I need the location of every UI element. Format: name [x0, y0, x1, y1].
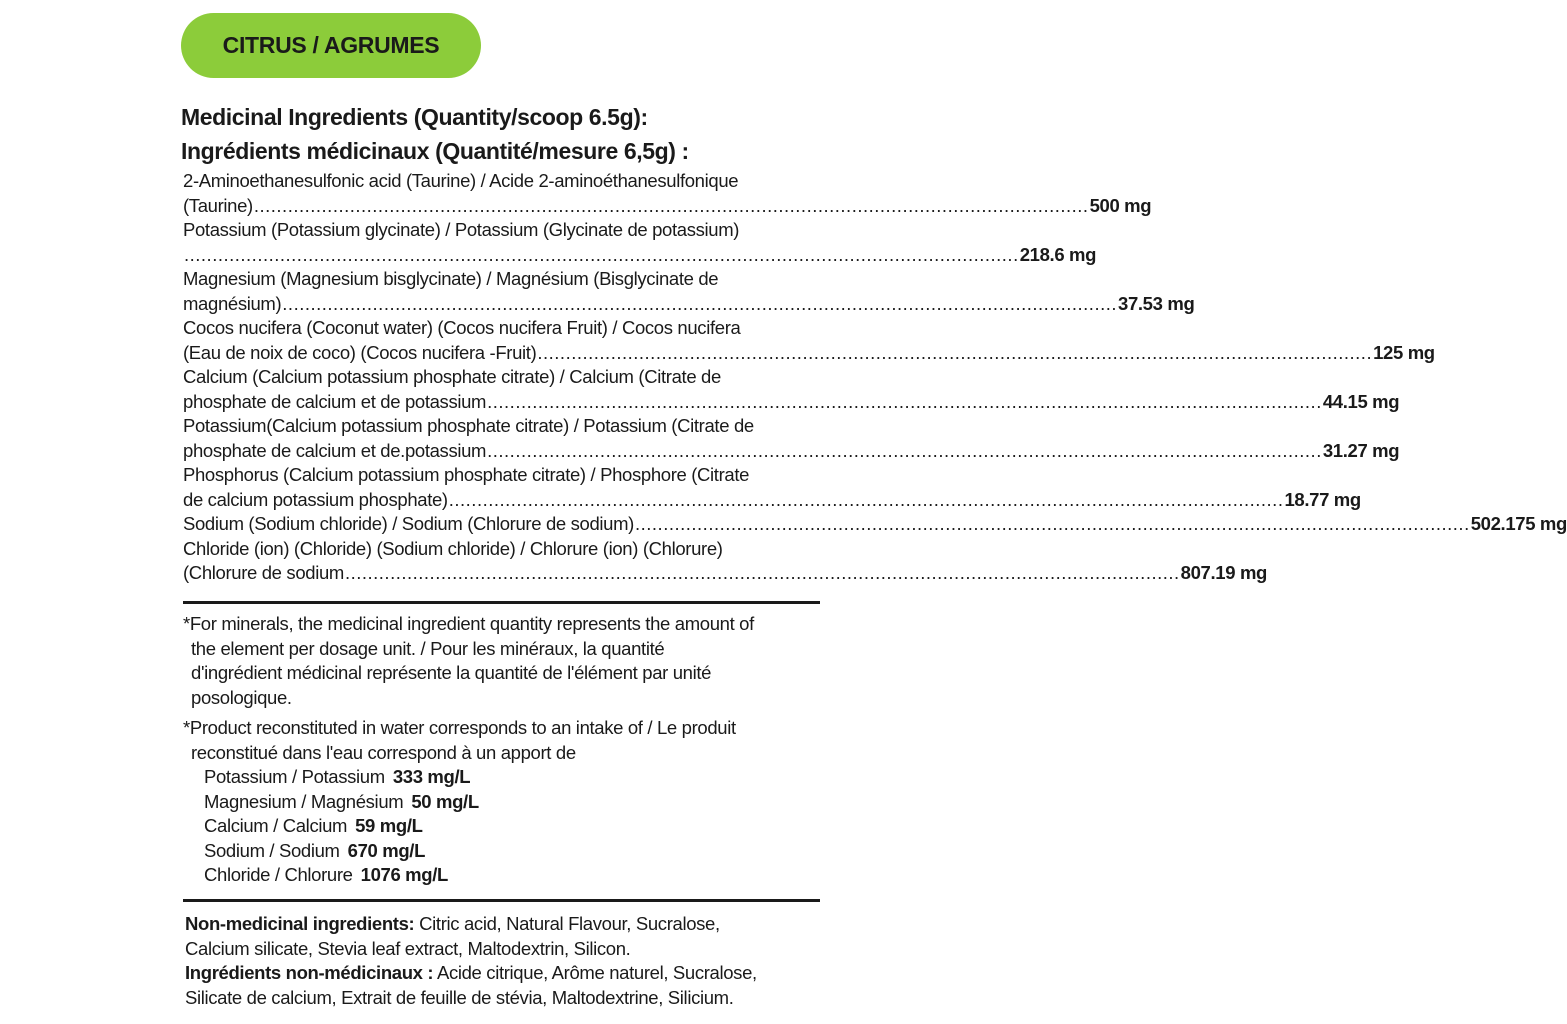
dot-leader: ....................................................................................................................................................	[448, 488, 1284, 510]
footnote-line: d'ingrédient médicinal représente la quantité de l'élément par unité	[191, 662, 712, 683]
non-medicinal-fr	[185, 961, 845, 986]
ingredient-name: Cocos nucifera (Coconut water) (Cocos nucifera Fruit) / Cocos nucifera	[183, 317, 741, 338]
ingredient-amount: 37.53 mg	[1118, 292, 1195, 314]
ingredient-calcium	[183, 365, 1400, 414]
flavor-badge: CITRUS / AGRUMES	[181, 13, 481, 78]
intake-label: Magnesium / Magnésium	[204, 790, 404, 812]
intake-label: Potassium / Potassium	[204, 766, 385, 787]
ingredient-name: Potassium(Calcium potassium phosphate citrate) / Potassium (Citrate de	[183, 415, 754, 436]
dot-leader: ....................................................................................................................................................	[184, 243, 1019, 265]
ingredient-name-cont: (Chlorure de sodium	[183, 562, 344, 583]
intake-value: 1076 mg/L	[360, 864, 448, 885]
minerals-footnote	[183, 612, 823, 710]
footnote-line: *Product reconstituted in water corresponds to an intake of / Le produit	[183, 717, 736, 738]
footnote-line: posologique.	[191, 686, 292, 708]
ingredient-name-cont: phosphate de calcium et de potassium	[183, 390, 487, 412]
intake-value: 50 mg/L	[411, 790, 479, 812]
ingredient-taurine	[183, 169, 1152, 218]
ingredient-amount: 44.15 mg	[1322, 390, 1400, 412]
ingredient-name-cont: magnésium)	[183, 292, 282, 314]
non-medicinal-ingredients	[185, 912, 845, 1010]
non-medicinal-text-fr: Acide citrique, Arôme naturel, Sucralose,	[433, 962, 757, 983]
ingredient-sodium	[183, 512, 1567, 537]
ingredient-name: 2-Aminoethanesulfonic acid (Taurine) / Acide 2-aminoéthanesulfonique	[183, 170, 739, 191]
intake-row-potassium	[183, 765, 823, 790]
non-medicinal-label-fr: Ingrédients non-médicinaux :	[185, 962, 434, 983]
ingredient-amount: 500 mg	[1089, 194, 1152, 216]
ingredient-name-cont: phosphate de calcium et de.potassium	[183, 439, 487, 461]
medicinal-ingredients-heading-fr: Ingrédients médicinaux (Quantité/mesure 6,5g) :	[181, 138, 689, 164]
intake-row-calcium	[183, 814, 823, 839]
medicinal-ingredients-heading-en: Medicinal Ingredients (Quantity/scoop 6.5g):	[181, 104, 648, 130]
footnote-line: the element per dosage unit. / Pour les minéraux, la quantité	[191, 637, 665, 659]
ingredient-chloride	[183, 537, 1267, 586]
ingredient-name: Chloride (ion) (Chloride) (Sodium chloride) / Chlorure (ion) (Chlorure)	[183, 537, 723, 559]
section-divider	[183, 899, 820, 902]
non-medicinal-en	[185, 912, 845, 937]
ingredient-name: Sodium (Sodium chloride) / Sodium (Chlorure de sodium)	[183, 513, 634, 534]
section-divider	[183, 601, 820, 604]
ingredient-name-cont: de calcium potassium phosphate)	[183, 488, 448, 510]
non-medicinal-en-cont: Calcium silicate, Stevia leaf extract, Maltodextrin, Silicon.	[185, 937, 631, 959]
ingredient-amount: 502.175 mg	[1470, 513, 1567, 534]
ingredient-amount: 125 mg	[1373, 341, 1435, 363]
ingredient-amount: 31.27 mg	[1322, 439, 1400, 461]
intake-label: Calcium / Calcium	[204, 815, 348, 836]
dot-leader: ....................................................................................................................................................	[487, 390, 1322, 412]
reconstituted-footnote	[183, 716, 823, 888]
footnote-line: *For minerals, the medicinal ingredient quantity represents the amount of	[183, 613, 754, 634]
non-medicinal-label-en: Non-medicinal ingredients:	[185, 913, 415, 934]
footnote-line: reconstitué dans l'eau correspond à un apport de	[191, 741, 576, 763]
ingredient-name: Magnesium (Magnesium bisglycinate) / Magnésium (Bisglycinate de	[183, 268, 719, 289]
intake-row-chloride	[183, 863, 823, 888]
intake-row-magnesium	[183, 790, 823, 815]
dot-leader: ....................................................................................................................................................	[344, 562, 1180, 583]
ingredient-amount: 807.19 mg	[1180, 562, 1267, 583]
ingredient-potassium-phosphate-citrate	[183, 414, 1400, 463]
dot-leader: ....................................................................................................................................................	[282, 292, 1118, 314]
ingredient-coconut-water	[183, 316, 1435, 365]
intake-row-sodium	[183, 839, 823, 864]
dot-leader: ....................................................................................................................................................	[487, 439, 1322, 461]
intake-value: 333 mg/L	[392, 766, 471, 787]
dot-leader: ....................................................................................................................................................	[635, 513, 1470, 534]
footnotes	[183, 612, 823, 894]
ingredient-magnesium	[183, 267, 1195, 316]
intake-label: Chloride / Chlorure	[204, 864, 353, 885]
ingredient-name: Potassium (Potassium glycinate) / Potassium (Glycinate de potassium)	[183, 219, 740, 240]
ingredient-amount: 18.77 mg	[1284, 488, 1361, 510]
dot-leader: ....................................................................................................................................................	[537, 341, 1373, 363]
ingredient-potassium-glycinate	[183, 218, 1097, 267]
ingredient-name-cont: (Eau de noix de coco) (Cocos nucifera -Fruit)	[183, 341, 537, 363]
intake-value: 670 mg/L	[347, 839, 426, 861]
ingredient-name-cont: (Taurine)	[183, 194, 253, 216]
ingredient-name: Calcium (Calcium potassium phosphate citrate) / Calcium (Citrate de	[183, 366, 721, 387]
ingredient-amount: 218.6 mg	[1019, 243, 1097, 265]
medicinal-ingredients-list	[183, 169, 1567, 586]
dot-leader: ....................................................................................................................................................	[253, 194, 1089, 216]
intake-value: 59 mg/L	[355, 815, 423, 836]
non-medicinal-text-en: Citric acid, Natural Flavour, Sucralose,	[414, 913, 720, 934]
non-medicinal-fr-cont: Silicate de calcium, Extrait de feuille de stévia, Maltodextrine, Silicium.	[185, 986, 734, 1008]
intake-label: Sodium / Sodium	[204, 839, 340, 861]
ingredient-phosphorus	[183, 463, 1361, 512]
ingredient-name: Phosphorus (Calcium potassium phosphate citrate) / Phosphore (Citrate	[183, 464, 750, 485]
